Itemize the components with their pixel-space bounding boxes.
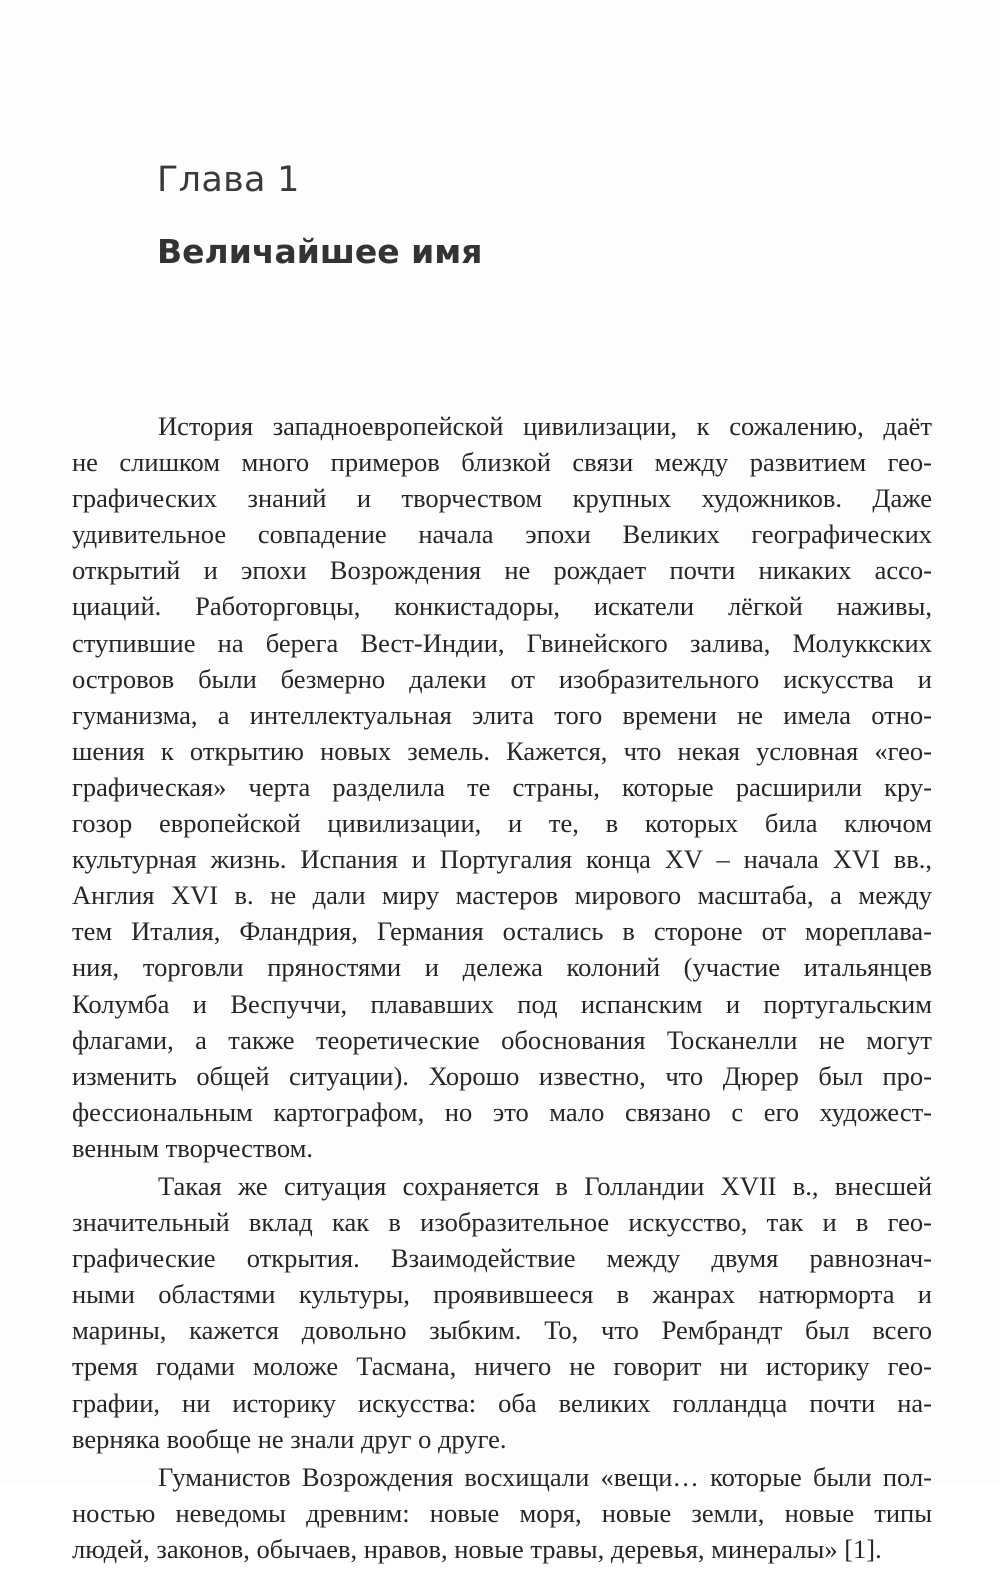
text-line: культурная жизнь. Испания и Португалия конца XV – начала XVI вв., bbox=[72, 844, 932, 875]
text-line: значительный вклад как в изобразительное искусство, так и в гео- bbox=[72, 1207, 932, 1238]
text-line: фессиональным картографом, но это мало связано с его художест- bbox=[72, 1096, 932, 1127]
text-line: гуманизма, а интеллектуальная элита того времени не имела отно- bbox=[72, 699, 932, 730]
text-line: марины, кажется довольно зыбким. То, что Рембрандт был всего bbox=[72, 1315, 932, 1346]
text-line: ступившие на берега Вест-Индии, Гвинейского залива, Молуккских bbox=[72, 627, 932, 658]
text-line: Гуманистов Возрождения восхищали «вещи… которые были пол- bbox=[158, 1461, 932, 1492]
paragraph bbox=[72, 408, 932, 1166]
text-line: Такая же ситуация сохраняется в Голландии XVII в., внесшей bbox=[158, 1170, 932, 1201]
text-line: История западноевропейской цивилизации, к сожалению, даёт bbox=[158, 411, 932, 441]
text-line: циаций. Работорговцы, конкистадоры, искатели лёгкой наживы, bbox=[72, 591, 932, 622]
text-line: открытий и эпохи Возрождения не рождает почти никаких ассо- bbox=[72, 555, 932, 586]
text-line: тем Италия, Фландрия, Германия остались в стороне от мореплава- bbox=[72, 916, 932, 947]
text-line: Колумба и Веспуччи, плававших под испанским и португальским bbox=[72, 988, 932, 1019]
text-line: ными областями культуры, проявившееся в жанрах натюрморта и bbox=[72, 1279, 932, 1310]
text-line: ностью неведомы древним: новые моря, новые земли, новые типы bbox=[72, 1497, 932, 1528]
body-text bbox=[72, 408, 932, 1569]
text-line: графическая» черта разделила те страны, которые расширили кру- bbox=[72, 771, 932, 802]
text-line: не слишком много примеров близкой связи между развитием гео- bbox=[72, 447, 932, 478]
chapter-label: Глава 1 bbox=[157, 160, 300, 200]
text-line: графические открытия. Взаимодействие между двумя равнознач- bbox=[72, 1243, 932, 1274]
text-line: изменить общей ситуации). Хорошо известно, что Дюрер был про- bbox=[72, 1060, 932, 1091]
text-line: графии, ни историку искусства: оба великих голландца почти на- bbox=[72, 1387, 932, 1418]
text-line: верняка вообще не знали друг о друге. bbox=[72, 1423, 507, 1454]
text-line: ния, торговли пряностями и дележа колоний (участие итальянцев bbox=[72, 952, 932, 983]
text-line: флагами, а также теоретические обоснования Тосканелли не могут bbox=[72, 1024, 932, 1055]
text-line: шения к открытию новых земель. Кажется, что некая условная «гео- bbox=[72, 735, 932, 766]
text-line: тремя годами моложе Тасмана, ничего не говорит ни историку гео- bbox=[72, 1351, 932, 1382]
paragraph bbox=[72, 1459, 932, 1567]
chapter-title: Величайшее имя bbox=[157, 232, 483, 271]
text-line: людей, законов, обычаев, нравов, новые травы, деревья, минералы» [1]. bbox=[72, 1533, 882, 1564]
text-line: удивительное совпадение начала эпохи Великих географических bbox=[72, 519, 932, 550]
text-line: островов были безмерно далеки от изобразительного искусства и bbox=[72, 663, 932, 694]
text-line: венным творчеством. bbox=[72, 1132, 313, 1163]
text-line: Англия XVI в. не дали миру мастеров мирового масштаба, а между bbox=[72, 880, 932, 911]
paragraph bbox=[72, 1168, 932, 1457]
text-line: гозор европейской цивилизации, и те, в которых била ключом bbox=[72, 808, 932, 839]
text-line: графических знаний и творчеством крупных художников. Даже bbox=[72, 483, 932, 514]
